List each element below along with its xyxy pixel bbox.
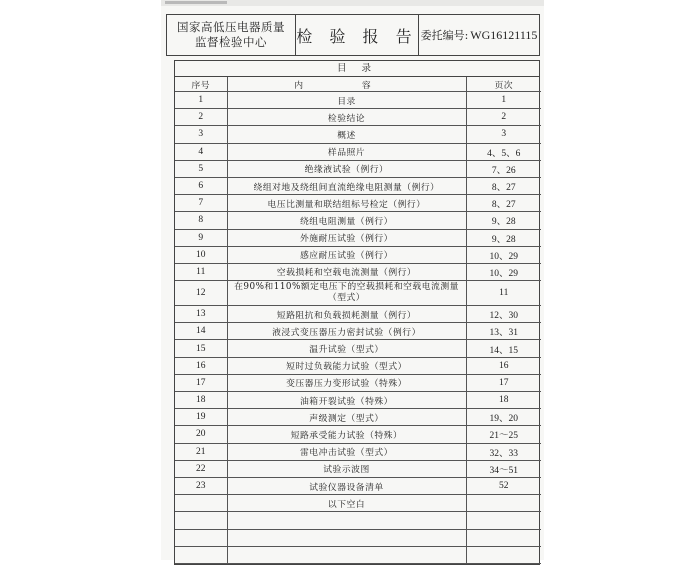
scan-top-strip xyxy=(161,0,544,6)
table-row xyxy=(175,195,541,212)
row-page: 7、26 xyxy=(466,160,541,177)
row-number: 15 xyxy=(175,340,227,357)
blank-cell xyxy=(175,529,227,546)
column-header-content: 内 容 xyxy=(227,77,466,92)
toc-body xyxy=(175,92,541,564)
table-row xyxy=(175,92,541,109)
table-row xyxy=(175,160,541,177)
row-content: 绕组对地及绕组间直流绝缘电阻测量（例行） xyxy=(227,177,466,194)
row-number: 10 xyxy=(175,246,227,263)
row-number: 17 xyxy=(175,374,227,391)
row-number: 9 xyxy=(175,229,227,246)
row-page: 14、15 xyxy=(466,340,541,357)
blank-cell xyxy=(466,529,541,546)
scan-mark xyxy=(165,1,227,4)
row-page: 2 xyxy=(466,109,541,126)
table-row xyxy=(175,212,541,229)
blank-cell xyxy=(175,512,227,529)
commission-label: 委托编号: xyxy=(420,29,469,42)
row-content: 油箱开裂试验（特殊） xyxy=(227,392,466,409)
row-content: 在90%和110%额定电压下的空载损耗和空载电流测量（型式） xyxy=(227,281,466,306)
row-content: 雷电冲击试验（型式） xyxy=(227,443,466,460)
row-page: 9、28 xyxy=(466,212,541,229)
blank-row xyxy=(175,546,541,563)
row-page: 8、27 xyxy=(466,177,541,194)
column-header-page: 页次 xyxy=(466,77,541,92)
org-line-2: 监督检验中心 xyxy=(195,35,267,49)
row-number: 2 xyxy=(175,109,227,126)
row-page: 17 xyxy=(466,374,541,391)
row-number: 1 xyxy=(175,92,227,109)
row-content: 感应耐压试验（例行） xyxy=(227,246,466,263)
row-number: 3 xyxy=(175,126,227,143)
row-content: 液浸式变压器压力密封试验（例行） xyxy=(227,323,466,340)
row-number: 20 xyxy=(175,426,227,443)
row-page: 19、20 xyxy=(466,409,541,426)
row-content: 目录 xyxy=(227,92,466,109)
row-content: 空载损耗和空载电流测量（例行） xyxy=(227,263,466,280)
row-content: 试验示波图 xyxy=(227,460,466,477)
table-row xyxy=(175,340,541,357)
row-page: 13、31 xyxy=(466,323,541,340)
commission-number-field xyxy=(419,15,539,55)
row-number: 7 xyxy=(175,195,227,212)
row-content: 概述 xyxy=(227,126,466,143)
report-title: 检 验 报 告 xyxy=(296,15,419,55)
row-page: 11 xyxy=(466,281,541,306)
column-header-no: 序号 xyxy=(175,77,227,92)
toc-table xyxy=(174,60,540,565)
table-row xyxy=(175,177,541,194)
row-number: 4 xyxy=(175,143,227,160)
row-number: 18 xyxy=(175,392,227,409)
row-number: 5 xyxy=(175,160,227,177)
row-page: 32、33 xyxy=(466,443,541,460)
row-page: 34～51 xyxy=(466,460,541,477)
row-page: 21～25 xyxy=(466,426,541,443)
row-content: 外施耐压试验（例行） xyxy=(227,229,466,246)
blank-cell xyxy=(227,512,466,529)
blank-row xyxy=(175,512,541,529)
table-row xyxy=(175,460,541,477)
row-number: 13 xyxy=(175,306,227,323)
table-row xyxy=(175,477,541,494)
row-content: 样品照片 xyxy=(227,143,466,160)
commission-number: WG16121115 xyxy=(470,27,538,42)
row-page: 9、28 xyxy=(466,229,541,246)
report-header xyxy=(166,14,540,56)
table-row xyxy=(175,374,541,391)
blank-cell xyxy=(227,546,466,563)
table-row xyxy=(175,281,541,306)
table-row xyxy=(175,357,541,374)
toc-header-row xyxy=(175,77,541,92)
row-page: 4、5、6 xyxy=(466,143,541,160)
blank-row xyxy=(175,529,541,546)
row-content: 电压比测量和联结组标号检定（例行） xyxy=(227,195,466,212)
closing-row xyxy=(175,495,541,512)
row-content: 试验仪器设备清单 xyxy=(227,477,466,494)
row-content: 绝缘液试验（例行） xyxy=(227,160,466,177)
organization-name xyxy=(167,15,296,55)
table-row xyxy=(175,306,541,323)
closing-page xyxy=(466,495,541,512)
closing-text: 以下空白 xyxy=(227,495,466,512)
row-page: 16 xyxy=(466,357,541,374)
row-content: 短时过负载能力试验（型式） xyxy=(227,357,466,374)
table-row xyxy=(175,109,541,126)
row-content: 温升试验（型式） xyxy=(227,340,466,357)
row-page: 8、27 xyxy=(466,195,541,212)
row-page: 18 xyxy=(466,392,541,409)
table-row xyxy=(175,263,541,280)
row-number: 11 xyxy=(175,263,227,280)
row-page: 52 xyxy=(466,477,541,494)
row-page: 10、29 xyxy=(466,263,541,280)
toc-title: 目 录 xyxy=(175,61,539,77)
table-row xyxy=(175,143,541,160)
row-number: 14 xyxy=(175,323,227,340)
table-row xyxy=(175,229,541,246)
row-number: 6 xyxy=(175,177,227,194)
blank-cell xyxy=(466,546,541,563)
row-page: 10、29 xyxy=(466,246,541,263)
blank-cell xyxy=(466,512,541,529)
row-number: 23 xyxy=(175,477,227,494)
row-content: 短路承受能力试验（特殊） xyxy=(227,426,466,443)
row-content: 短路阻抗和负载损耗测量（例行） xyxy=(227,306,466,323)
row-number: 8 xyxy=(175,212,227,229)
table-row xyxy=(175,246,541,263)
table-row xyxy=(175,426,541,443)
row-number: 16 xyxy=(175,357,227,374)
blank-cell xyxy=(227,529,466,546)
table-row xyxy=(175,323,541,340)
row-page: 12、30 xyxy=(466,306,541,323)
row-content: 变压器压力变形试验（特殊） xyxy=(227,374,466,391)
row-number: 12 xyxy=(175,281,227,306)
row-page: 1 xyxy=(466,92,541,109)
table-row xyxy=(175,392,541,409)
org-line-1: 国家高低压电器质量 xyxy=(177,20,285,34)
row-number: 21 xyxy=(175,443,227,460)
table-row xyxy=(175,409,541,426)
blank-cell xyxy=(175,546,227,563)
report-page xyxy=(161,0,544,560)
row-number: 19 xyxy=(175,409,227,426)
table-row xyxy=(175,126,541,143)
row-content: 声级测定（型式） xyxy=(227,409,466,426)
row-number: 22 xyxy=(175,460,227,477)
row-content: 绕组电阻测量（例行） xyxy=(227,212,466,229)
row-page: 3 xyxy=(466,126,541,143)
row-content: 检验结论 xyxy=(227,109,466,126)
closing-no xyxy=(175,495,227,512)
toc-grid xyxy=(175,77,541,564)
table-row xyxy=(175,443,541,460)
